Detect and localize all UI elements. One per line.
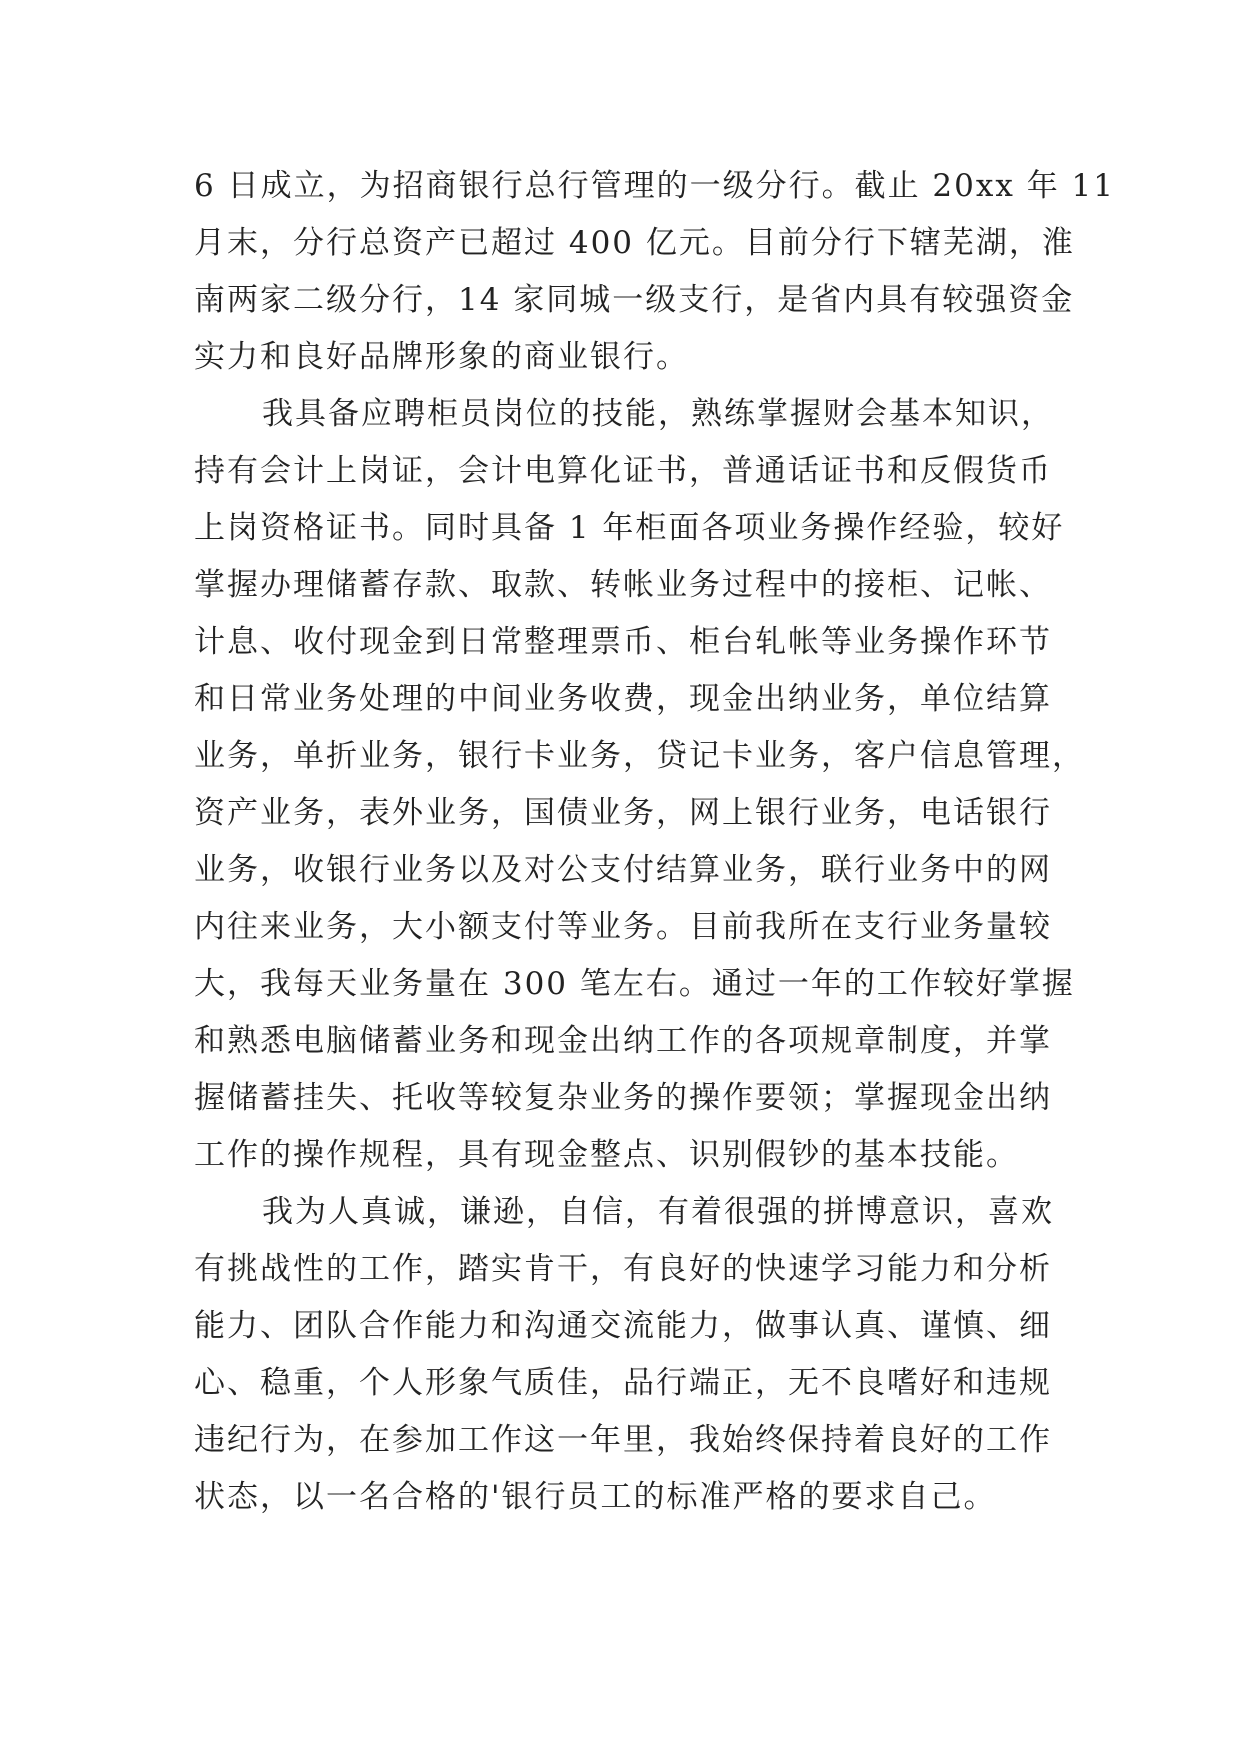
text-line: 资产业务，表外业务，国债业务，网上银行业务，电话银行 [194, 795, 1052, 831]
text-line: 月末，分行总资产已超过 400 亿元。目前分行下辖芜湖，淮 [194, 225, 1075, 261]
text-line: 有挑战性的工作，踏实肯干，有良好的快速学习能力和分析 [194, 1251, 1052, 1287]
text-line: 业务，单折业务，银行卡业务，贷记卡业务，客户信息管理， [194, 738, 1085, 774]
text-line: 能力、团队合作能力和沟通交流能力，做事认真、谨慎、细 [194, 1308, 1052, 1344]
document-body [194, 158, 1115, 1526]
paragraph-start-line: 我为人真诚，谦逊，自信，有着很强的拼博意识，喜欢 [262, 1194, 1054, 1230]
text-line: 掌握办理储蓄存款、取款、转帐业务过程中的接柜、记帐、 [194, 567, 1052, 603]
text-line: 内往来业务，大小额支付等业务。目前我所在支行业务量较 [194, 909, 1052, 945]
text-line: 上岗资格证书。同时具备 1 年柜面各项业务操作经验，较好 [194, 510, 1065, 546]
paragraph-start-line: 我具备应聘柜员岗位的技能，熟练掌握财会基本知识， [262, 396, 1054, 432]
text-line: 心、稳重，个人形象气质佳，品行端正，无不良嗜好和违规 [194, 1365, 1052, 1401]
text-line: 工作的操作规程，具有现金整点、识别假钞的基本技能。 [194, 1137, 1019, 1173]
text-line: 和熟悉电脑储蓄业务和现金出纳工作的各项规章制度，并掌 [194, 1023, 1052, 1059]
text-line: 违纪行为，在参加工作这一年里，我始终保持着良好的工作 [194, 1422, 1052, 1458]
text-line: 计息、收付现金到日常整理票币、柜台轧帐等业务操作环节 [194, 624, 1052, 660]
text-line: 持有会计上岗证，会计电算化证书，普通话证书和反假货币 [194, 453, 1052, 489]
text-line: 握储蓄挂失、托收等较复杂业务的操作要领；掌握现金出纳 [194, 1080, 1052, 1116]
text-line: 业务，收银行业务以及对公支付结算业务，联行业务中的网 [194, 852, 1052, 888]
text-line: 和日常业务处理的中间业务收费，现金出纳业务，单位结算 [194, 681, 1052, 717]
text-line: 大，我每天业务量在 300 笔左右。通过一年的工作较好掌握 [194, 966, 1075, 1002]
text-line: 南两家二级分行，14 家同城一级支行，是省内具有较强资金 [194, 282, 1075, 318]
text-line: 状态，以一名合格的'银行员工的标准严格的要求自己。 [194, 1479, 997, 1515]
text-line: 6 日成立，为招商银行总行管理的一级分行。截止 20xx 年 11 [194, 168, 1115, 204]
text-line: 实力和良好品牌形象的商业银行。 [194, 339, 689, 375]
